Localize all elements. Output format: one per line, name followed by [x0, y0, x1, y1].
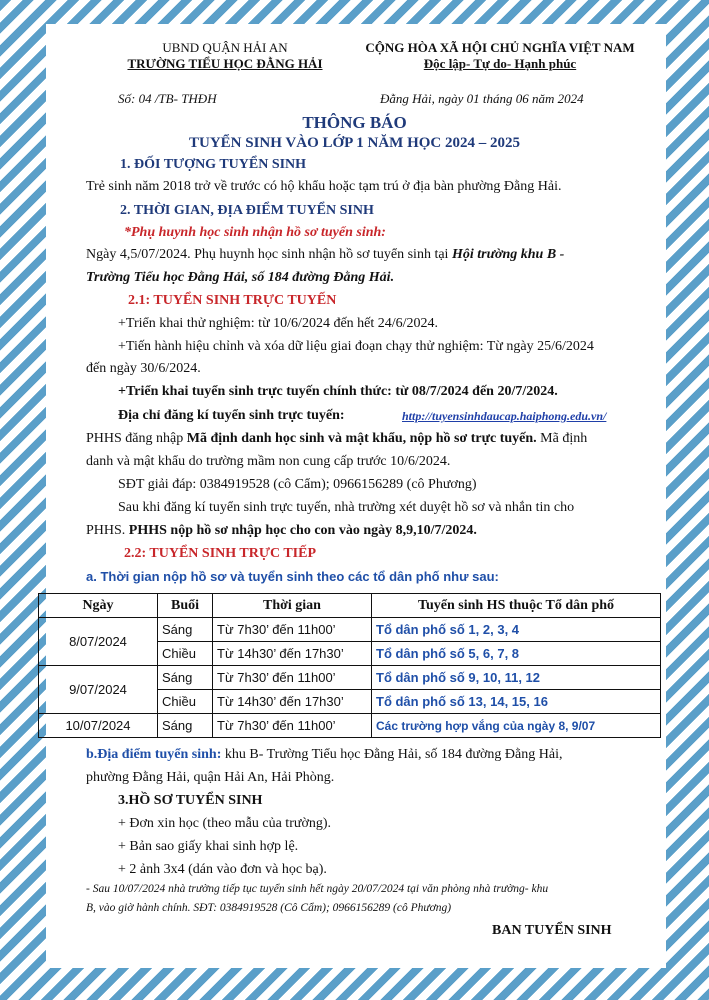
online-adjust-1: +Tiến hành hiệu chỉnh và xóa dữ liệu giai đoạn chạy thử nghiệm: Từ ngày 25/6/2024	[118, 339, 594, 354]
online-after-1: Sau khi đăng kí tuyển sinh trực tuyến, nhà trường xét duyệt hồ sơ và nhắn tin cho	[118, 500, 575, 515]
section2-body-bold1: Hội trường khu B -	[451, 247, 565, 262]
cell-group: Tổ dân phố số 5, 6, 7, 8	[372, 642, 661, 666]
table-row	[39, 666, 661, 690]
cell-group: Tổ dân phố số 1, 2, 3, 4	[372, 618, 661, 642]
online-login-suffix: Mã định	[536, 431, 588, 446]
online-login-line2: danh và mật khẩu do trường mầm non cung cấp trước 10/6/2024.	[86, 454, 451, 469]
online-adjust-2: đến ngày 30/6/2024.	[86, 361, 201, 376]
cell-day: 9/07/2024	[39, 666, 158, 714]
school-name: TRƯỜNG TIỂU HỌC ĐẰNG HẢI	[127, 56, 323, 71]
direct-location-text: khu B- Trường Tiểu học Đằng Hải, số 184 đường Đằng Hải,	[221, 747, 563, 762]
online-login-line1	[86, 428, 587, 450]
header-right	[350, 40, 650, 72]
place-date: Đằng Hải, ngày 01 tháng 06 năm 2024	[380, 91, 584, 106]
schedule-table	[38, 593, 661, 738]
footer-note-1: - Sau 10/07/2024 nhà trường tiếp tục tuyển sinh hết ngày 20/07/2024 tại văn phòng nhà trường- khu	[86, 883, 549, 895]
doc-number: Số: 04 /TB- THĐH	[118, 91, 217, 106]
page-title: THÔNG BÁO	[302, 113, 407, 132]
table-row	[39, 714, 661, 738]
cell-group: Các trường hợp vắng của ngày 8, 9/07	[372, 714, 661, 738]
section3-item: + Bản sao giấy khai sinh hợp lệ.	[118, 839, 299, 854]
direct-location-label: b.Địa điểm tuyển sinh:	[86, 747, 222, 762]
page-subtitle: TUYỂN SINH VÀO LỚP 1 NĂM HỌC 2024 – 2025	[189, 135, 520, 151]
online-address-link[interactable]: http://tuyensinhdaucap.haiphong.edu.vn/	[402, 409, 607, 423]
cell-time: Từ 7h30’ đến 11h00’	[213, 618, 372, 642]
cell-session: Sáng	[158, 714, 213, 738]
table-row	[39, 618, 661, 642]
direct-heading: 2.2: TUYỂN SINH TRỰC TIẾP	[124, 546, 317, 561]
th-day: Ngày	[39, 594, 158, 618]
online-after-2	[86, 520, 477, 542]
section1-heading: 1. ĐỐI TƯỢNG TUYỂN SINH	[120, 157, 307, 172]
online-official: +Triển khai tuyển sinh trực tuyến chính thức: từ 08/7/2024 đến 20/7/2024.	[118, 384, 558, 399]
online-address-label: Địa chỉ đăng kí tuyển sinh trực tuyến:	[118, 408, 345, 423]
section2-subheading: *Phụ huynh học sinh nhận hồ sơ tuyển sinh:	[124, 225, 386, 240]
cell-session: Sáng	[158, 618, 213, 642]
cell-time: Từ 14h30’ đến 17h30’	[213, 642, 372, 666]
th-group: Tuyển sinh HS thuộc Tổ dân phố	[372, 594, 661, 618]
section3-item: + Đơn xin học (theo mẫu của trường).	[118, 816, 332, 831]
national-title: CỘNG HÒA XÃ HỘI CHỦ NGHĨA VIỆT NAM	[365, 40, 635, 55]
table-header-row	[39, 594, 661, 618]
header-left	[110, 40, 340, 72]
district-name: UBND QUẬN HẢI AN	[162, 40, 288, 55]
section2-body-bold2: Trường Tiểu học Đằng Hải, số 184 đường Đằng Hải.	[86, 270, 395, 285]
footer-note-2: B, vào giờ hành chính. SĐT: 0384919528 (Cô Cẩm); 0966156289 (cô Phương)	[86, 902, 452, 914]
section2-heading: 2. THỜI GIAN, ĐỊA ĐIỂM TUYỂN SINH	[120, 203, 374, 218]
signature-title: BAN TUYỂN SINH	[492, 923, 612, 938]
online-trial: +Triển khai thử nghiệm: từ 10/6/2024 đến hết 24/6/2024.	[118, 316, 439, 331]
online-heading: 2.1: TUYỂN SINH TRỰC TUYẾN	[128, 293, 337, 308]
section2-body-line1	[86, 244, 564, 266]
online-after-2a: PHHS.	[86, 523, 129, 538]
cell-group: Tổ dân phố số 9, 10, 11, 12	[372, 666, 661, 690]
section1-body: Trẻ sinh năm 2018 trở về trước có hộ khẩu hoặc tạm trú ở địa bàn phường Đằng Hải.	[86, 179, 562, 194]
cell-time: Từ 14h30’ đến 17h30’	[213, 690, 372, 714]
online-login-prefix: PHHS đăng nhập	[86, 431, 187, 446]
cell-day: 10/07/2024	[39, 714, 158, 738]
th-session: Buổi	[158, 594, 213, 618]
cell-time: Từ 7h30’ đến 11h00’	[213, 714, 372, 738]
cell-session: Sáng	[158, 666, 213, 690]
cell-session: Chiều	[158, 690, 213, 714]
national-motto: Độc lập- Tự do- Hạnh phúc	[423, 56, 577, 71]
cell-time: Từ 7h30’ đến 11h00’	[213, 666, 372, 690]
online-hotline: SĐT giải đáp: 0384919528 (cô Cẩm); 0966156289 (cô Phương)	[118, 477, 477, 492]
th-time: Thời gian	[213, 594, 372, 618]
online-after-2b: PHHS nộp hồ sơ nhập học cho con vào ngày 8,9,10/7/2024.	[128, 523, 477, 538]
direct-sub-a: a. Thời gian nộp hồ sơ và tuyển sinh theo các tổ dân phố như sau:	[86, 569, 499, 584]
online-login-bold: Mã định danh học sinh và mật khẩu, nộp hồ sơ trực tuyến.	[186, 431, 537, 446]
cell-day: 8/07/2024	[39, 618, 158, 666]
section3-item: + 2 ảnh 3x4 (dán vào đơn và học bạ).	[118, 862, 327, 877]
cell-group: Tổ dân phố số 13, 14, 15, 16	[372, 690, 661, 714]
section3-heading: 3.HỒ SƠ TUYỂN SINH	[118, 793, 263, 808]
direct-location-line2: phường Đằng Hải, quận Hải An, Hải Phòng.	[86, 770, 335, 785]
direct-location-line1	[86, 744, 562, 766]
section2-body-start: Ngày 4,5/07/2024. Phụ huynh học sinh nhận hồ sơ tuyển sinh tại	[86, 247, 452, 262]
cell-session: Chiều	[158, 642, 213, 666]
